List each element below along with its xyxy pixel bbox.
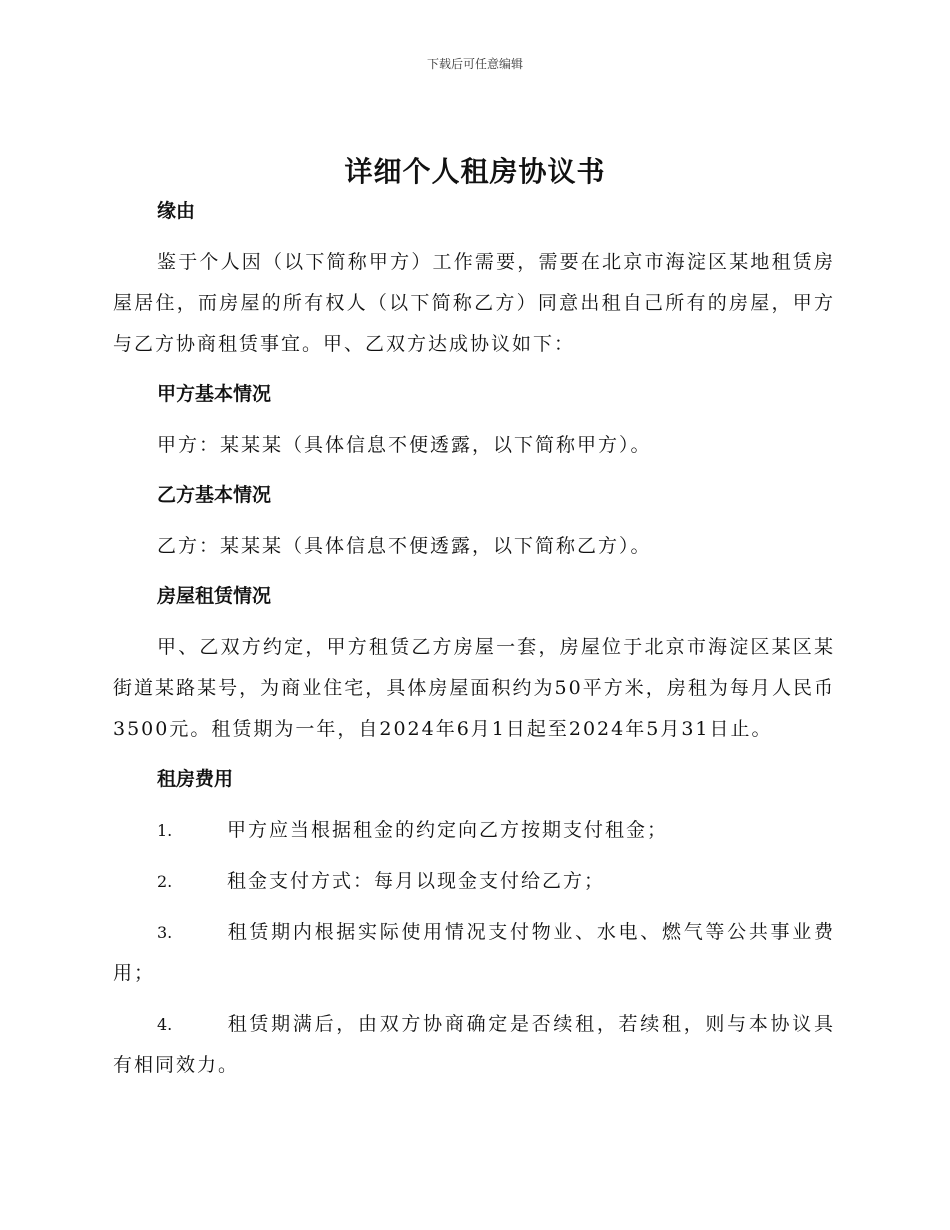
list-item-number: 3. [157,923,173,942]
section-heading-party-b: 乙方基本情况 [157,484,272,506]
list-item-text: 租赁期内根据实际使用情况支付物业、水电、燃气等公共事业费用； [113,921,835,984]
section-text-party-b: 乙方：某某某（具体信息不便透露，以下简称乙方）。 [157,535,652,557]
section-text-reason: 鉴于个人因（以下简称甲方）工作需要，需要在北京市海淀区某地租赁房屋居住，而房屋的所有权人（以下简称乙方）同意出租自己所有的房屋，甲方与乙方协商租赁事宜。甲、乙双方达成协议如下： [113,251,835,355]
header-note: 下载后可任意编辑 [426,57,523,71]
section-heading-fees: 租房费用 [157,768,234,790]
section-text-lease: 甲、乙双方约定，甲方租赁乙方房屋一套，房屋位于北京市海淀区某区某街道某路某号，为商业住宅，具体房屋面积约为50平方米，房租为每月人民币3500元。租赁期为一年，自2024年6月1日起至2024年5月31日止。 [113,636,835,740]
document-body [113,196,835,1086]
section-heading-party-a: 甲方基本情况 [157,383,272,405]
list-item [113,912,835,994]
document-title: 详细个人租房协议书 [344,155,606,188]
section-heading-lease: 房屋租赁情况 [157,585,272,607]
list-item [113,1004,835,1086]
list-item [113,810,835,851]
list-item [113,861,835,902]
section-text-party-a: 甲方：某某某（具体信息不便透露，以下简称甲方）。 [157,434,652,456]
list-item-number: 2. [157,872,173,891]
list-item-text: 租赁期满后，由双方协商确定是否续租，若续租，则与本协议具有相同效力。 [113,1013,835,1076]
section-heading-reason: 缘由 [157,200,196,222]
list-item-text: 租金支付方式：每月以现金支付给乙方； [227,870,606,892]
list-item-text: 甲方应当根据租金的约定向乙方按期支付租金； [227,819,669,841]
list-item-number: 4. [157,1015,173,1034]
list-item-number: 1. [157,821,173,840]
